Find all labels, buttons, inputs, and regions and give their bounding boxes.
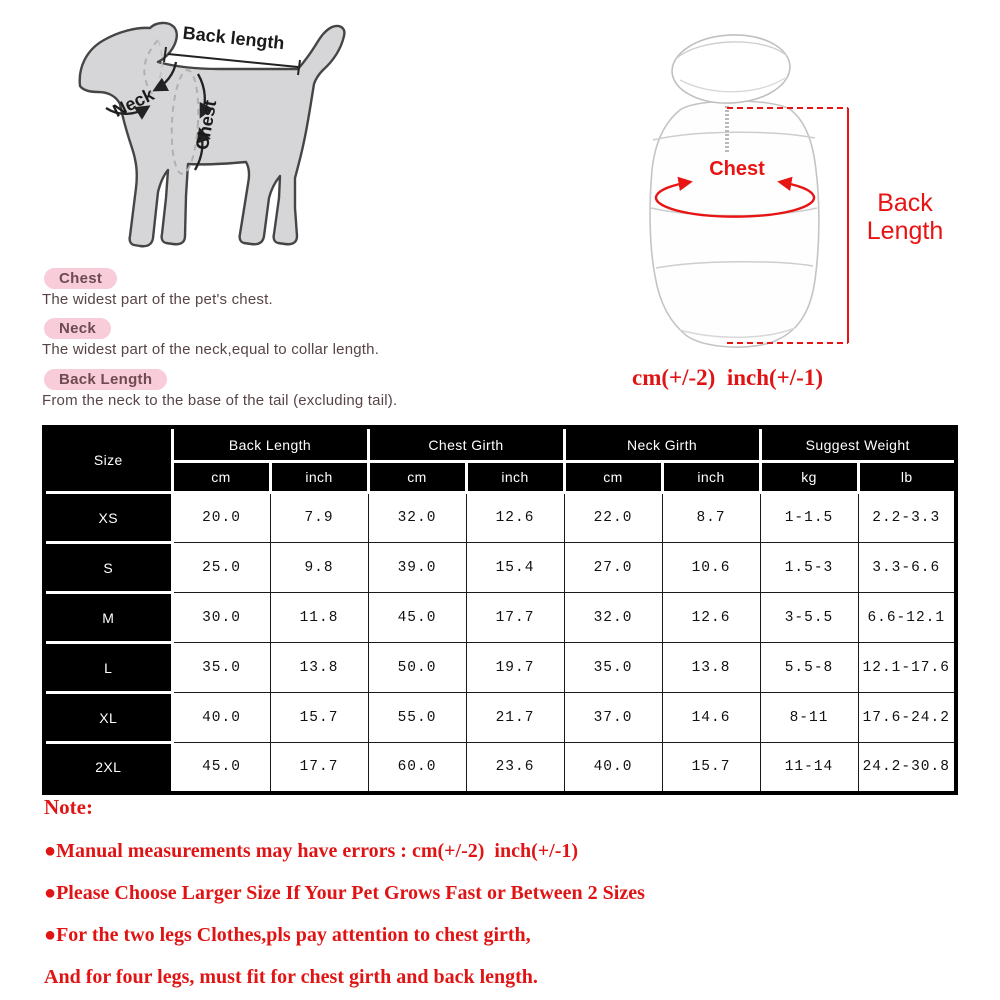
size-cell: XL (44, 693, 172, 743)
table-cell: 32.0 (564, 593, 662, 643)
table-cell: 24.2-30.8 (858, 743, 956, 793)
table-cell: 55.0 (368, 693, 466, 743)
tolerance-note: cm(+/-2) inch(+/-1) (632, 365, 823, 390)
dog-measurement-diagram (52, 12, 362, 267)
jacket-chest-label: Chest (709, 158, 765, 180)
back-length-group-header: Back Length (172, 427, 368, 462)
neck-definition-text: The widest part of the neck,equal to collar length. (42, 341, 380, 358)
definition-neck-badge (44, 318, 111, 339)
table-row-xl (44, 693, 956, 743)
table-cell: 35.0 (564, 643, 662, 693)
table-cell: 25.0 (172, 543, 270, 593)
dog-chest-label: Chest (191, 98, 221, 152)
table-cell: 19.7 (466, 643, 564, 693)
table-cell: 20.0 (172, 493, 270, 543)
table-cell: 15.4 (466, 543, 564, 593)
table-cell: 12.6 (466, 493, 564, 543)
unit-header: inch (466, 462, 564, 493)
size-cell: M (44, 593, 172, 643)
note-line: ●Please Choose Larger Size If Your Pet Grows Fast or Between 2 Sizes (44, 882, 645, 904)
table-cell: 11-14 (760, 743, 858, 793)
table-cell: 40.0 (564, 743, 662, 793)
neck-term-badge: Neck (44, 318, 111, 339)
size-cell: L (44, 643, 172, 693)
chest-definition-text: The widest part of the pet's chest. (42, 291, 273, 308)
size-table (42, 425, 958, 795)
table-row-2xl (44, 743, 956, 793)
table-cell: 7.9 (270, 493, 368, 543)
size-column-header: Size (44, 427, 172, 493)
table-cell: 32.0 (368, 493, 466, 543)
notes-section (44, 795, 645, 1000)
table-cell: 9.8 (270, 543, 368, 593)
table-cell: 22.0 (564, 493, 662, 543)
table-cell: 37.0 (564, 693, 662, 743)
table-cell: 15.7 (270, 693, 368, 743)
table-row-xs (44, 493, 956, 543)
chest-girth-group-header: Chest Girth (368, 427, 564, 462)
note-line: ●Manual measurements may have errors : cm(+/-2) inch(+/-1) (44, 840, 579, 862)
table-cell: 13.8 (662, 643, 760, 693)
table-cell: 23.6 (466, 743, 564, 793)
table-cell: 45.0 (172, 743, 270, 793)
definition-back-length-badge (44, 369, 167, 390)
table-cell: 17.6-24.2 (858, 693, 956, 743)
table-cell: 21.7 (466, 693, 564, 743)
table-cell: 1-1.5 (760, 493, 858, 543)
chest-term-badge: Chest (44, 268, 117, 289)
unit-header: cm (368, 462, 466, 493)
unit-header: inch (270, 462, 368, 493)
unit-header: kg (760, 462, 858, 493)
table-cell: 60.0 (368, 743, 466, 793)
dog-neck-label: Neck (109, 84, 158, 122)
table-cell: 14.6 (662, 693, 760, 743)
size-cell: XS (44, 493, 172, 543)
table-cell: 8.7 (662, 493, 760, 543)
chest-girth-ellipse (656, 182, 814, 217)
definition-chest-badge (44, 268, 117, 289)
table-cell: 13.8 (270, 643, 368, 693)
table-cell: 35.0 (172, 643, 270, 693)
table-row-s (44, 543, 956, 593)
table-cell: 3.3-6.6 (858, 543, 956, 593)
suggest-weight-group-header: Suggest Weight (760, 427, 956, 462)
note-line: ●For the two legs Clothes,pls pay attention to chest girth, (44, 924, 531, 946)
note-line: And for four legs, must fit for chest girth and back length. (44, 966, 538, 988)
neck-girth-group-header: Neck Girth (564, 427, 760, 462)
jacket-annotations (620, 15, 1000, 365)
table-cell: 27.0 (564, 543, 662, 593)
table-cell: 39.0 (368, 543, 466, 593)
unit-header: inch (662, 462, 760, 493)
table-row-l (44, 643, 956, 693)
table-cell: 1.5-3 (760, 543, 858, 593)
unit-header: cm (172, 462, 270, 493)
table-row-m (44, 593, 956, 643)
back-length-bracket (727, 108, 848, 343)
back-length-definition-text: From the neck to the base of the tail (excluding tail). (42, 392, 398, 409)
table-cell: 6.6-12.1 (858, 593, 956, 643)
table-cell: 17.7 (466, 593, 564, 643)
unit-header: lb (858, 462, 956, 493)
notes-title: Note: (44, 795, 93, 819)
table-cell: 10.6 (662, 543, 760, 593)
table-cell: 8-11 (760, 693, 858, 743)
jacket-back-length-label-line2: Length (866, 217, 944, 245)
table-cell: 3-5.5 (760, 593, 858, 643)
size-cell: 2XL (44, 743, 172, 793)
unit-header: cm (564, 462, 662, 493)
table-cell: 45.0 (368, 593, 466, 643)
table-cell: 11.8 (270, 593, 368, 643)
back-length-term-badge: Back Length (44, 369, 167, 390)
size-cell: S (44, 543, 172, 593)
table-cell: 17.7 (270, 743, 368, 793)
table-cell: 30.0 (172, 593, 270, 643)
table-cell: 12.1-17.6 (858, 643, 956, 693)
table-cell: 40.0 (172, 693, 270, 743)
table-cell: 15.7 (662, 743, 760, 793)
table-cell: 50.0 (368, 643, 466, 693)
table-cell: 12.6 (662, 593, 760, 643)
table-cell: 2.2-3.3 (858, 493, 956, 543)
table-cell: 5.5-8 (760, 643, 858, 693)
dog-back-length-label: Back length (181, 22, 286, 54)
jacket-back-length-label-line1: Back (877, 189, 933, 217)
